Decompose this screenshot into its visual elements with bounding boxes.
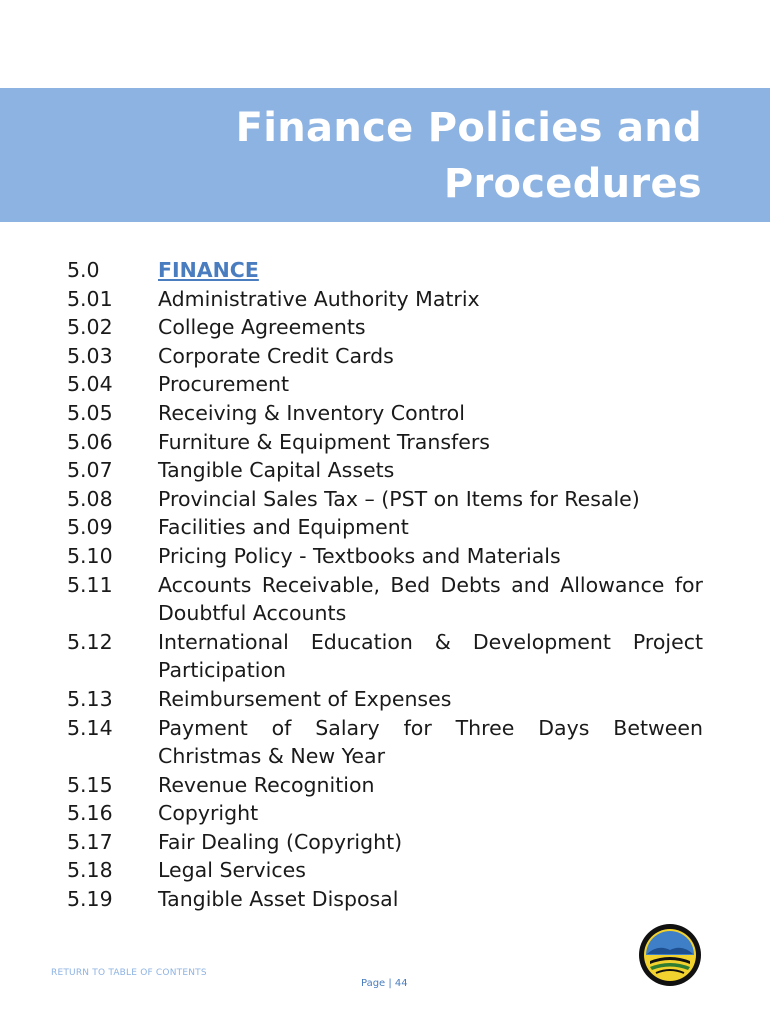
toc-section-title: Revenue Recognition (158, 772, 375, 797)
toc-section-title: Legal Services (158, 858, 306, 883)
toc-row (67, 428, 703, 457)
toc-row (67, 485, 703, 514)
toc-row (67, 313, 703, 342)
toc-section-title: International Education & Development Project Participation (158, 629, 703, 683)
toc-section-number: 5.11 (67, 572, 113, 597)
toc-section-title: Copyright (158, 801, 259, 826)
toc-section-title: Furniture & Equipment Transfers (158, 429, 490, 454)
toc-section-number: 5.04 (67, 372, 113, 397)
college-logo-icon (638, 923, 702, 987)
page-title (102, 100, 702, 212)
toc-section-number: 5.02 (67, 315, 113, 340)
toc-section-number: 5.01 (67, 286, 113, 311)
toc-row (67, 542, 703, 571)
toc-section-number: 5.10 (67, 543, 113, 568)
toc-section-title: Tangible Asset Disposal (158, 887, 399, 912)
toc-row (67, 285, 703, 314)
toc-section-number: 5.15 (67, 772, 113, 797)
toc-section-title: Procurement (158, 372, 289, 397)
toc-section-number: 5.18 (67, 858, 113, 883)
toc-section-number: 5.07 (67, 458, 113, 483)
toc-row (67, 885, 703, 914)
toc-row (67, 799, 703, 828)
page-number: Page | 44 (361, 978, 408, 989)
toc-row (67, 342, 703, 371)
toc-section-number: 5.14 (67, 715, 113, 740)
toc-row (67, 856, 703, 885)
toc-row (67, 628, 703, 685)
page-title-line1: Finance Policies and (235, 105, 702, 151)
toc-section-title: Receiving & Inventory Control (158, 400, 465, 425)
toc-row (67, 256, 703, 285)
return-to-contents-link[interactable]: RETURN TO TABLE OF CONTENTS (51, 968, 207, 978)
toc-section-number: 5.09 (67, 515, 113, 540)
toc-row (67, 685, 703, 714)
toc-section-link[interactable]: FINANCE (158, 258, 259, 282)
toc-section-number: 5.16 (67, 801, 113, 826)
toc-row (67, 771, 703, 800)
toc-section-title: Administrative Authority Matrix (158, 286, 480, 311)
toc-section-title: Reimbursement of Expenses (158, 686, 452, 711)
table-of-contents (67, 256, 703, 914)
page-title-line2: Procedures (443, 161, 702, 207)
toc-section-number: 5.03 (67, 343, 113, 368)
toc-section-title: Fair Dealing (Copyright) (158, 829, 403, 854)
toc-section-title: College Agreements (158, 315, 366, 340)
toc-section-title: Payment of Salary for Three Days Between Christmas & New Year (158, 715, 703, 769)
toc-section-title: Facilities and Equipment (158, 515, 409, 540)
toc-section-number: 5.05 (67, 400, 113, 425)
toc-section-title: Provincial Sales Tax – (PST on Items for Resale) (158, 486, 640, 511)
toc-row (67, 828, 703, 857)
toc-section-number: 5.06 (67, 429, 113, 454)
toc-section-title: Corporate Credit Cards (158, 343, 394, 368)
toc-row (67, 399, 703, 428)
toc-section-title: Pricing Policy - Textbooks and Materials (158, 543, 561, 568)
toc-section-number: 5.0 (67, 258, 100, 282)
toc-section-number: 5.17 (67, 829, 113, 854)
toc-section-number: 5.12 (67, 629, 113, 654)
toc-section-number: 5.19 (67, 887, 113, 912)
toc-section-number: 5.08 (67, 486, 113, 511)
toc-row (67, 513, 703, 542)
toc-section-number: 5.13 (67, 686, 113, 711)
toc-section-title: Tangible Capital Assets (158, 458, 395, 483)
toc-row (67, 714, 703, 771)
toc-section-title: Accounts Receivable, Bed Debts and Allowance for Doubtful Accounts (158, 572, 703, 626)
title-banner (0, 88, 770, 222)
toc-row (67, 370, 703, 399)
toc-row (67, 571, 703, 628)
toc-row (67, 456, 703, 485)
